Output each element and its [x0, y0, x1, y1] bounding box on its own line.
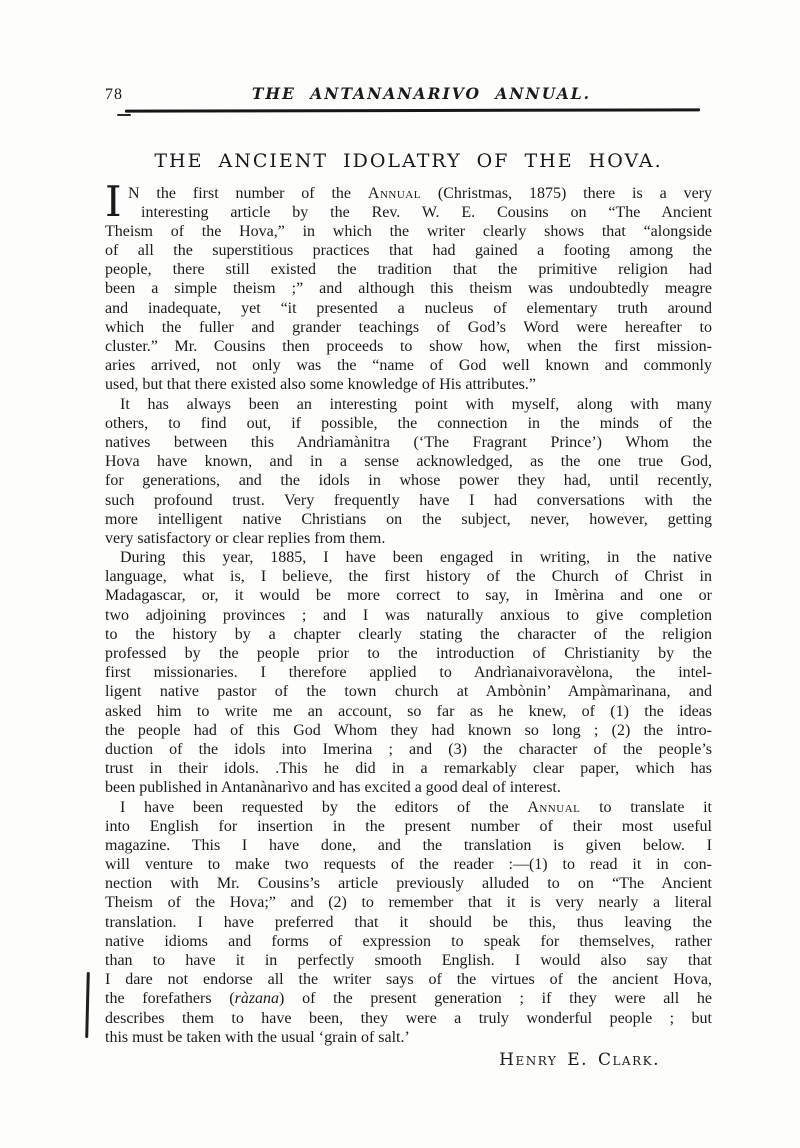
text-line: to the history by a chapter clearly stating the character of the religion: [105, 625, 712, 643]
text-line: aries arrived, not only was the “name of God well known and commonly: [105, 357, 712, 375]
text-line: Madagascar, or, it would be more correct to say, in Imèrina and one or: [105, 587, 712, 605]
text-line: such profound trust. Very frequently have I had conversations with the: [105, 491, 712, 509]
text-line: been a simple theism ;” and although this theism was undoubtedly meagre: [105, 280, 712, 298]
paragraph: [105, 548, 712, 797]
text-line: the people had of this God Whom they had known so long ; (2) the intro-: [105, 721, 712, 739]
text-line: this must be taken with the usual ‘grain of salt.’: [105, 1028, 410, 1046]
article-body: [105, 176, 712, 1047]
text-line: people, there still existed the tradition that the primitive religion had: [105, 261, 712, 279]
header-rule: [125, 108, 700, 112]
text-line: than to have it in perfectly smooth English. I would also say that: [105, 952, 712, 969]
text-line: two adjoining provinces ; and I was naturally anxious to give completion: [105, 606, 712, 624]
running-title: THE ANTANANARIVO ANNUAL.: [251, 84, 592, 103]
text-line: first missionaries. I therefore applied to Andrìanaivoravèlona, the intel-: [105, 664, 712, 682]
text-line: Theism of the Hova,” in which the writer clearly shows that “alongside: [105, 222, 712, 240]
italic-text: ràzana: [234, 990, 280, 1008]
text-line: describes them to have been, they were a truly wonderful people ; but: [105, 1009, 712, 1027]
text-line: ligent native pastor of the town church at Ambònin’ Ampàmarìnana, and: [105, 683, 712, 701]
text-line: native idioms and forms of expression to speak for themselves, rather: [105, 932, 712, 950]
text-line: duction of the idols into Imerina ; and (3) the character of the people’s: [105, 740, 712, 758]
paragraph: [105, 395, 712, 549]
margin-mark: [85, 972, 89, 1038]
text-line: magazine. This I have done, and the translation is given below. I: [105, 836, 712, 854]
text-line: been published in Antanànarìvo and has excited a good deal of interest.: [105, 779, 561, 797]
small-caps-text: Annual: [367, 184, 421, 202]
text-line: and inadequate, yet “it presented a nucleus of elementary truth around: [105, 299, 712, 317]
text-line: professed by the people prior to the introduction of Christianity by the: [105, 645, 712, 662]
page-header: [105, 84, 712, 104]
text-line: I dare not endorse all the writer says of the virtues of the ancient Hova,: [105, 971, 712, 989]
small-caps-text: Annual: [527, 798, 581, 816]
text-line: the forefathers (ràzana) of the present generation ; if they were all he: [105, 990, 712, 1008]
text-line: of all the superstitious practices that had gained a footing among the: [105, 242, 712, 260]
text-line: for generations, and the idols in whose power they had, until recently,: [105, 472, 712, 490]
text-line: nection with Mr. Cousins’s article previously alluded to on “The Ancient: [105, 875, 712, 893]
text-line: asked him to write me an account, so far as he knew, of (1) the ideas: [105, 702, 712, 720]
text-line: others, to find out, if possible, the connection in the minds of the: [105, 414, 712, 432]
text-line: used, but that there existed also some knowledge of His attributes.”: [105, 376, 537, 394]
text-line: into English for insertion in the present number of their most useful: [105, 817, 712, 835]
text-line: more intelligent native Christians on the subject, never, however, getting: [105, 510, 712, 528]
text-line: trust in their idols. .This he did in a remarkably clear paper, which has: [105, 760, 712, 778]
text-line: which the fuller and grander teachings of God’s Word were hereafter to: [105, 318, 712, 336]
page-number: 78: [105, 86, 123, 103]
text-line: Hova have known, and in a sense acknowledged, as the one true God,: [105, 453, 712, 471]
text-line: will venture to make two requests of the reader :—(1) to read it in con-: [105, 856, 712, 874]
text-line: interesting article by the Rev. W. E. Cousins on “The Ancient: [141, 203, 712, 221]
text-line: N the first number of the Annual (Christmas, 1875) there is a very: [128, 184, 712, 202]
text-line: During this year, 1885, I have been engaged in writing, in the native: [120, 549, 712, 567]
article-title: THE ANCIENT IDOLATRY OF THE HOVA.: [154, 149, 663, 172]
text-line: Theism of the Hova;” and (2) to remember that it is very nearly a literal: [105, 894, 712, 912]
text-line: language, what is, I believe, the first history of the Church of Christ in: [105, 568, 712, 586]
text-line: It has always been an interesting point with myself, along with many: [120, 395, 712, 413]
paragraph: [105, 176, 712, 395]
author-signature: Henry E. Clark.: [499, 1049, 660, 1070]
paragraph: [105, 798, 712, 1047]
text-line: I have been requested by the editors of the Annual to translate it: [120, 798, 712, 816]
text-line: translation. I have preferred that it should be this, thus leaving the: [105, 913, 712, 931]
text-line: cluster.” Mr. Cousins then proceeds to show how, when the first mission-: [105, 338, 712, 355]
text-line: natives between this Andrìamànitra (‘The Fragrant Prince’) Whom the: [105, 433, 712, 451]
drop-cap-letter: I: [105, 176, 122, 226]
header-rule-dash: [117, 114, 131, 116]
text-line: very satisfactory or clear replies from them.: [105, 529, 386, 547]
